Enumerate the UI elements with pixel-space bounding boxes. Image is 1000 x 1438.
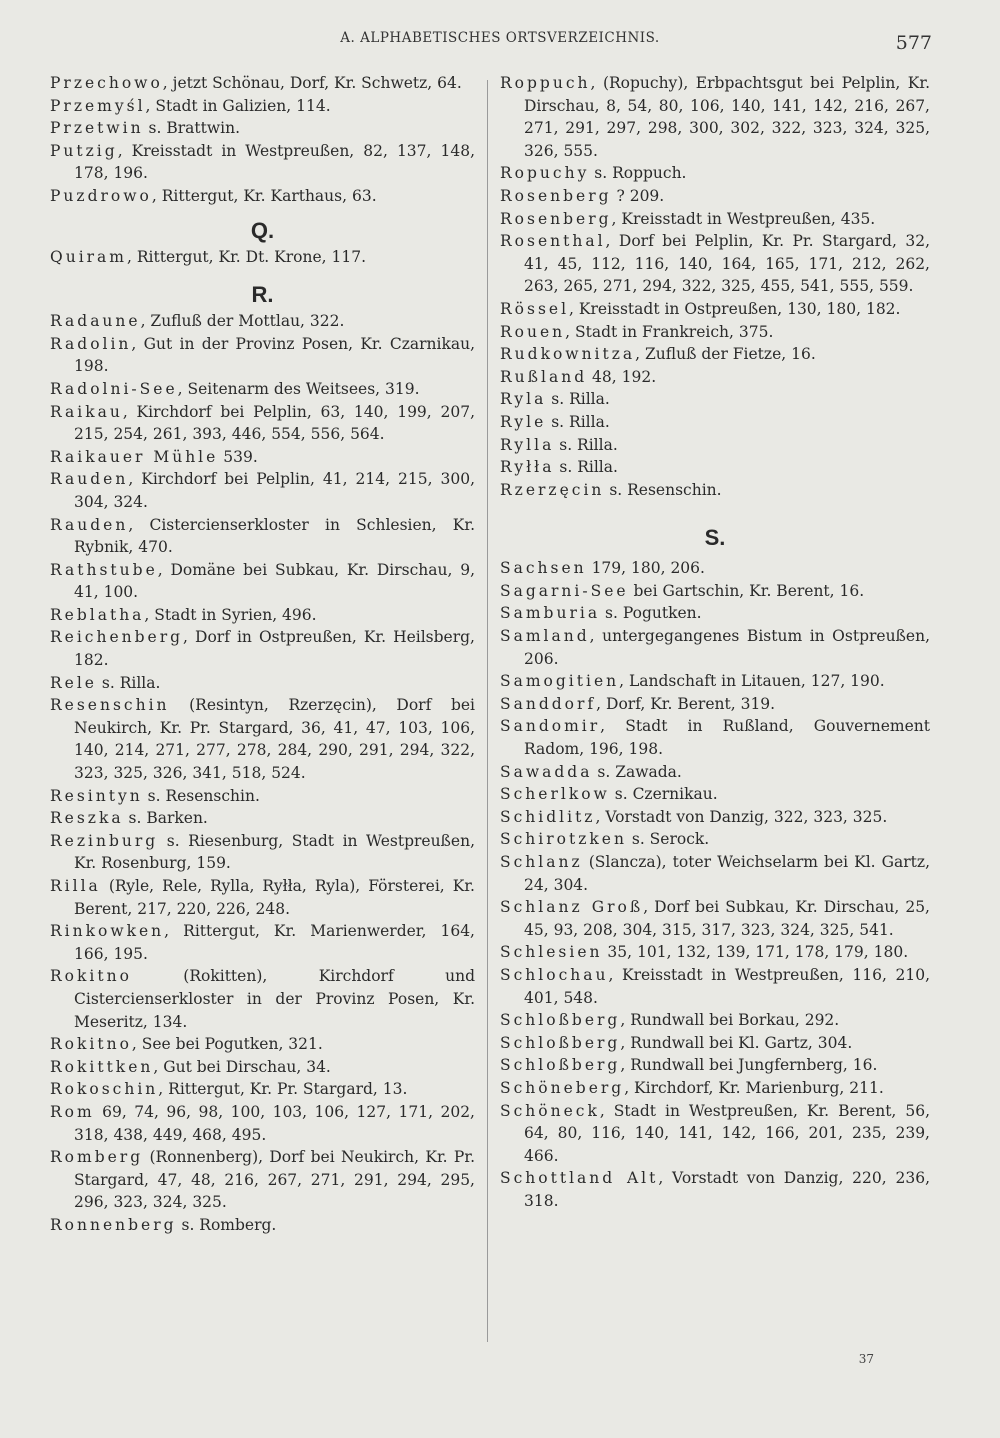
entry-headword: Przemyśl: [50, 96, 146, 115]
index-entry: [500, 366, 930, 389]
entry-headword: Radaune: [50, 312, 141, 331]
entry-text: , Domäne bei Subkau, Kr. Dirschau, 9, 41, 100.: [74, 560, 475, 602]
index-entry: [50, 604, 475, 627]
index-entry: [50, 140, 475, 185]
entry-headword: Schloßberg: [500, 1033, 621, 1052]
index-entry: [500, 1077, 930, 1100]
entry-text: , Zufluß der Fietze, 16.: [635, 345, 816, 364]
entry-text: , Kreisstadt in Ostpreußen, 130, 180, 182.: [569, 299, 901, 318]
entry-text: , Stadt in Westpreußen, Kr. Berent, 56, 64, 80, 116, 140, 141, 142, 166, 201, 235, 239, 466.: [524, 1101, 930, 1165]
entry-text: , jetzt Schönau, Dorf, Kr. Schwetz, 64.: [162, 74, 462, 92]
entry-text: , Stadt in Frankreich, 375.: [565, 322, 774, 341]
index-entry: [50, 246, 475, 269]
index-entry: [50, 1101, 475, 1146]
index-entry: [500, 411, 930, 434]
entry-headword: Rom: [50, 1102, 95, 1121]
entry-text: , Kreisstadt in Westpreußen, 435.: [611, 209, 876, 228]
entry-text: 179, 180, 206.: [586, 559, 705, 578]
entry-text: , Dorf in Ostpreußen, Kr. Heilsberg, 182.: [74, 628, 475, 670]
entry-text: , Gut bei Dirschau, 34.: [153, 1057, 331, 1076]
index-entry: [500, 715, 930, 760]
entry-text: , Rundwall bei Jungfernberg, 16.: [620, 1056, 878, 1075]
entry-text: s. Barken.: [123, 809, 208, 828]
index-entry: [50, 1078, 475, 1101]
index-entry: [500, 828, 930, 851]
entry-headword: Schöneck: [500, 1101, 600, 1120]
entry-text: , Gut in der Provinz Posen, Kr. Czarnikau, 198.: [74, 334, 475, 376]
entry-text: (Rokitten), Kirchdorf und Cistercienserkloster in der Provinz Posen, Kr. Meseritz, 134.: [74, 967, 475, 1031]
index-entry: [50, 514, 475, 559]
index-entry: [500, 1032, 930, 1055]
index-entry: [50, 830, 475, 875]
entry-headword: Raikau: [50, 402, 123, 421]
entry-headword: Samogitien: [500, 672, 620, 691]
entry-text: s. Brattwin.: [143, 119, 240, 138]
index-entry: [500, 434, 930, 457]
entry-text: s. Pogutken.: [600, 604, 702, 623]
entry-text: s. Resenschin.: [604, 480, 722, 499]
entry-headword: Rußland: [500, 367, 588, 386]
entry-text: , Dorf bei Subkau, Kr. Dirschau, 25, 45, 93, 208, 304, 315, 317, 323, 324, 325, 541.: [524, 898, 930, 939]
entry-headword: Schöneberg: [500, 1078, 625, 1097]
section-heading: Q.: [250, 217, 275, 243]
index-entry: [500, 602, 930, 625]
entry-headword: Rinkowken: [50, 922, 165, 941]
entry-text: , Rittergut, Kr. Marienwerder, 164, 166, 195.: [74, 922, 475, 963]
entry-headword: Schlanz: [500, 853, 583, 871]
entry-text: (Slancza), toter Weichselarm bei Kl. Gartz, 24, 304.: [524, 853, 930, 894]
entry-text: , Vorstadt von Danzig, 322, 323, 325.: [595, 807, 888, 826]
index-entry: [500, 208, 930, 231]
entry-text: , Seitenarm des Weitsees, 319.: [177, 379, 420, 398]
entry-headword: Rokitno: [50, 1035, 132, 1054]
entry-text: s. Roppuch.: [589, 164, 687, 183]
page-number: 577: [895, 32, 932, 54]
entry-text: s. Resenschin.: [142, 786, 260, 805]
entry-text: (Resintyn, Rzerzęcin), Dorf bei Neukirch, Kr. Pr. Stargard, 36, 41, 47, 103, 106, 140, 214, 271, 277, 278, 284, 290, 291, 294, 322, 323, 325, 326, 341, 518, 524.: [74, 696, 475, 783]
index-entry: [500, 185, 930, 208]
index-entry: [50, 117, 475, 140]
entry-headword: Reblatha: [50, 605, 145, 624]
entry-text: , See bei Pogutken, 321.: [131, 1035, 323, 1054]
entry-text: , Rittergut, Kr. Pr. Stargard, 13.: [158, 1080, 408, 1099]
index-entry: [500, 1100, 930, 1168]
entry-headword: Rauden: [50, 470, 129, 489]
entry-headword: Sachsen: [500, 559, 587, 578]
entry-text: , Kirchdorf bei Pelplin, 41, 214, 215, 300, 304, 324.: [74, 470, 475, 511]
entry-text: , Kirchdorf, Kr. Marienburg, 211.: [624, 1078, 884, 1097]
entry-headword: Rzerzęcin: [500, 480, 605, 499]
entry-headword: Roppuch: [500, 74, 591, 92]
index-entry: [500, 321, 930, 344]
right-column: [500, 72, 930, 1213]
index-entry: [50, 694, 475, 784]
entry-text: , Kreisstadt in Westpreußen, 116, 210, 401, 548.: [524, 965, 930, 1007]
index-entry: [500, 693, 930, 716]
entry-headword: Schidlitz: [500, 807, 596, 826]
entry-headword: Rosenthal: [500, 232, 606, 251]
index-entry: [500, 479, 930, 502]
entry-text: , Rittergut, Kr. Karthaus, 63.: [151, 186, 377, 205]
entry-text: s. Rilla.: [546, 412, 610, 431]
entry-text: s. Rilla.: [554, 458, 618, 477]
printer-signature: 37: [858, 1352, 874, 1366]
entry-text: , untergegangenes Bistum in Ostpreußen, 206.: [524, 627, 930, 668]
index-entry: [500, 670, 930, 693]
entry-text: , Dorf bei Pelplin, Kr. Pr. Stargard, 32, 41, 45, 112, 116, 140, 164, 165, 171, 212, 262, 263, 265, 271, 294, 322, 325, 455, 541, 555, 559.: [524, 232, 930, 296]
entry-text: , (Ropuchy), Erbpachtsgut bei Pelplin, Kr. Dirschau, 8, 54, 80, 106, 140, 141, 142, 216, 267, 271, 291, 297, 298, 300, 302, 322, 323, 324, 325, 326, 555.: [524, 74, 930, 160]
index-entry: [500, 806, 930, 829]
entry-text: , Kirchdorf bei Pelplin, 63, 140, 199, 207, 215, 254, 261, 393, 446, 554, 556, 564.: [74, 402, 475, 444]
index-entry: [50, 185, 475, 208]
entry-headword: Rouen: [500, 322, 566, 341]
entry-headword: Rudkownitza: [500, 345, 636, 364]
index-entry: [50, 672, 475, 695]
running-head: A. ALPHABETISCHES ORTSVERZEICHNIS.: [340, 30, 660, 46]
index-entry: [50, 785, 475, 808]
index-entry: [500, 388, 930, 411]
entry-text: , Rundwall bei Kl. Gartz, 304.: [620, 1033, 853, 1052]
entry-headword: Rathstube: [50, 560, 158, 579]
entry-headword: Rosenberg: [500, 186, 612, 205]
entry-text: , Stadt in Rußland, Gouvernement Radom, 196, 198.: [524, 717, 930, 759]
index-entry: [50, 1146, 475, 1214]
entry-text: , Rundwall bei Borkau, 292.: [620, 1011, 840, 1030]
index-entry: [500, 343, 930, 366]
entry-headword: Ronnenberg: [50, 1215, 177, 1234]
entry-headword: Quiram: [50, 247, 127, 266]
entry-headword: Rezinburg: [50, 831, 159, 850]
index-entry: [500, 964, 930, 1009]
entry-text: , Dorf, Kr. Berent, 319.: [596, 694, 776, 713]
entry-headword: Radolni-See: [50, 379, 178, 398]
index-entry: [50, 310, 475, 333]
entry-headword: Reszka: [50, 809, 124, 828]
entry-text: s. Serock.: [626, 830, 710, 849]
index-entry: [50, 875, 475, 920]
entry-headword: Schottland Alt: [500, 1169, 659, 1188]
entry-headword: Ryle: [500, 412, 547, 431]
entry-headword: Schloßberg: [500, 1056, 621, 1075]
entry-headword: Puzdrowo: [50, 186, 152, 205]
index-entry: [500, 851, 930, 896]
index-entry: [50, 401, 475, 446]
entry-text: s. Zawada.: [592, 762, 682, 781]
entry-text: , Rittergut, Kr. Dt. Krone, 117.: [127, 247, 367, 266]
entry-text: ? 209.: [611, 186, 665, 205]
entry-headword: Schirotzken: [500, 830, 627, 849]
entry-headword: Przechowo: [50, 74, 163, 92]
index-entry: [500, 896, 930, 941]
section-heading: S.: [704, 525, 726, 551]
index-entry: [50, 1056, 475, 1079]
entry-text: s. Romberg.: [176, 1215, 277, 1234]
entry-headword: Resintyn: [50, 786, 143, 805]
entry-headword: Ryłła: [500, 458, 555, 477]
entry-headword: Sandomir: [500, 717, 601, 736]
entry-headword: Scherlkow: [500, 785, 610, 804]
index-entry: [500, 1167, 930, 1212]
entry-headword: Schlochau: [500, 965, 609, 984]
entry-headword: Schlesien: [500, 943, 603, 962]
entry-headword: Reichenberg: [50, 628, 184, 647]
entry-headword: Przetwin: [50, 119, 144, 138]
index-entry: [50, 468, 475, 513]
entry-text: s. Rilla.: [546, 390, 610, 409]
index-entry: [500, 298, 930, 321]
index-entry: [50, 1214, 475, 1237]
index-entry: [50, 1033, 475, 1056]
entry-text: s. Rilla.: [96, 673, 161, 692]
index-entry: [500, 230, 930, 298]
entry-headword: Rokitno: [50, 967, 132, 986]
index-entry: [500, 162, 930, 185]
entry-headword: Samburia: [500, 604, 601, 623]
entry-text: 48, 192.: [587, 367, 657, 386]
entry-text: s. Riesenburg, Stadt in Westpreußen, Kr. Rosenburg, 159.: [74, 831, 475, 873]
index-entry: [50, 626, 475, 671]
index-entry: [500, 1009, 930, 1032]
entry-headword: Ryla: [500, 390, 547, 409]
entry-headword: Raikauer Mühle: [50, 447, 219, 466]
index-entry: [50, 920, 475, 965]
entry-headword: Romberg: [50, 1148, 144, 1167]
entry-headword: Schloßberg: [500, 1011, 621, 1030]
entry-text: (Ronnenberg), Dorf bei Neukirch, Kr. Pr. Stargard, 47, 48, 216, 267, 271, 291, 294, 295, 296, 323, 324, 325.: [74, 1148, 475, 1212]
index-entry: [50, 95, 475, 118]
entry-headword: Putzig: [50, 141, 118, 160]
entry-text: , Zufluß der Mottlau, 322.: [140, 312, 345, 331]
entry-text: s. Czernikau.: [609, 785, 718, 804]
index-entry: [500, 1054, 930, 1077]
index-entry: [50, 559, 475, 604]
left-column: [50, 72, 475, 1237]
index-entry: [500, 761, 930, 784]
index-entry: [500, 783, 930, 806]
entry-text: bei Gartschin, Kr. Berent, 16.: [628, 581, 865, 600]
entry-text: , Vorstadt von Danzig, 220, 236, 318.: [524, 1169, 930, 1210]
column-rule: [487, 80, 488, 1342]
entry-text: 35, 101, 132, 139, 171, 178, 179, 180.: [602, 943, 909, 962]
entry-text: 69, 74, 96, 98, 100, 103, 106, 127, 171, 202, 318, 438, 449, 468, 495.: [74, 1102, 475, 1144]
index-entry: [50, 807, 475, 830]
entry-headword: Resenschin: [50, 696, 170, 715]
entry-headword: Sawadda: [500, 762, 593, 781]
index-entry: [50, 333, 475, 378]
index-entry: [500, 456, 930, 479]
entry-headword: Radolin: [50, 334, 132, 353]
entry-headword: Rosenberg: [500, 209, 612, 228]
entry-headword: Schlanz Groß: [500, 898, 644, 917]
entry-headword: Ropuchy: [500, 164, 590, 183]
entry-text: , Landschaft in Litauen, 127, 190.: [619, 672, 885, 691]
index-entry: [500, 72, 930, 162]
entry-text: , Stadt in Galizien, 114.: [145, 96, 331, 115]
entry-headword: Rylla: [500, 435, 555, 454]
index-entry: [500, 580, 930, 603]
index-entry: [50, 965, 475, 1033]
entry-text: s. Rilla.: [554, 435, 618, 454]
index-entry: [50, 72, 475, 95]
index-entry: [500, 557, 930, 580]
entry-headword: Samland: [500, 627, 590, 646]
entry-text: , Stadt in Syrien, 496.: [144, 605, 317, 624]
entry-headword: Rokittken: [50, 1057, 154, 1076]
entry-text: , Cistercienserkloster in Schlesien, Kr. Rybnik, 470.: [74, 515, 475, 557]
index-entry: [500, 941, 930, 964]
entry-headword: Rauden: [50, 515, 129, 534]
entry-headword: Rössel: [500, 299, 570, 318]
entry-text: 539.: [218, 447, 258, 466]
entry-headword: Rokoschin: [50, 1080, 159, 1099]
index-entry: [50, 446, 475, 469]
entry-headword: Sagarni-See: [500, 581, 629, 600]
entry-text: , Kreisstadt in Westpreußen, 82, 137, 148, 178, 196.: [74, 141, 475, 183]
entry-headword: Rele: [50, 673, 97, 692]
section-heading: R.: [251, 282, 274, 308]
entry-headword: Sanddorf: [500, 694, 597, 713]
entry-headword: Rilla: [50, 877, 101, 895]
index-entry: [500, 625, 930, 670]
entry-text: (Ryle, Rele, Rylla, Ryłła, Ryla), Försterei, Kr. Berent, 217, 220, 226, 248.: [74, 877, 475, 918]
index-entry: [50, 378, 475, 401]
